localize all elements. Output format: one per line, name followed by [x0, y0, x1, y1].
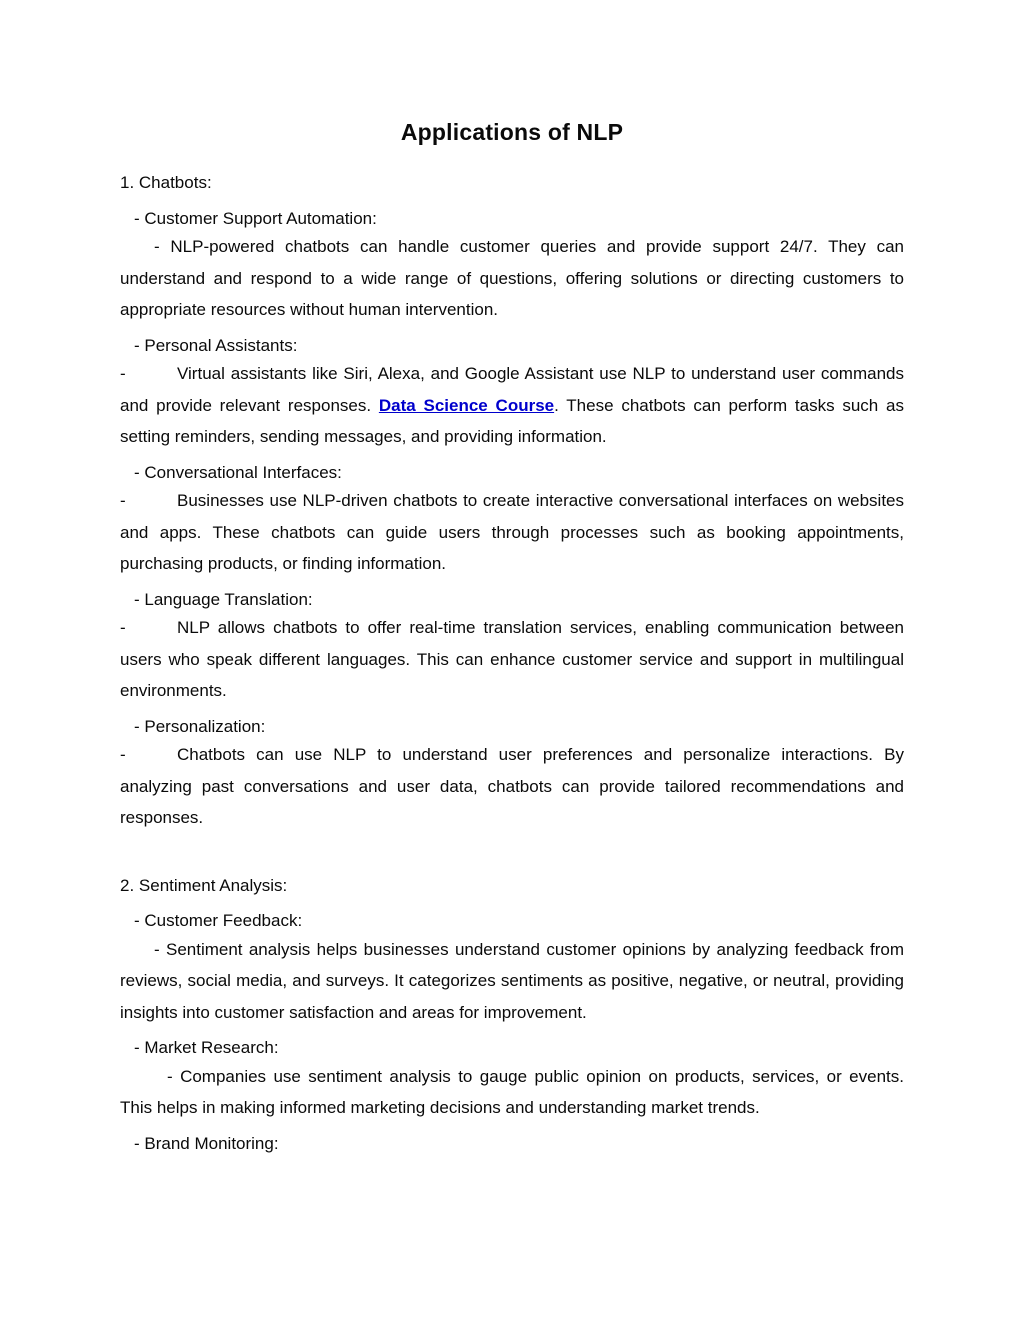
- paragraph-text: Businesses use NLP-driven chatbots to create interactive conversational interfaces on websites and apps. These chatbots can guide users through processes such as booking appointments, purchasing products, or finding information.: [120, 491, 904, 573]
- paragraph-text: . These chatbots can perform tasks such as setting reminders, sending messages, and providing information.: [120, 395, 904, 446]
- page-title: Applications of NLP: [400, 119, 624, 145]
- paragraph-language-translation: [120, 612, 904, 707]
- dash-marker: -: [120, 491, 126, 510]
- paragraph-text: Chatbots can use NLP to understand user preferences and personalize interactions. By analyzing past conversations and user data, chatbots can provide tailored recommendations and responses.: [120, 745, 904, 827]
- section-heading-chatbots: 1. Chatbots:: [120, 173, 212, 192]
- dash-marker: -: [120, 745, 126, 764]
- subheading-market-research: - Market Research:: [134, 1038, 279, 1057]
- paragraph-market-research: - Companies use sentiment analysis to gauge public opinion on products, services, or events. This helps in making informed marketing decisions and understanding market trends.: [120, 1066, 904, 1117]
- paragraph-text: NLP allows chatbots to offer real-time translation services, enabling communication between users who speak different languages. This can enhance customer service and support in multilingual environments.: [120, 618, 904, 700]
- subheading-personal-assistants: - Personal Assistants:: [134, 335, 298, 355]
- paragraph-personalization: [120, 739, 904, 834]
- subheading-language-translation: - Language Translation:: [134, 589, 313, 609]
- paragraph-text: Virtual assistants like Siri, Alexa, and Google Assistant use NLP to understand user commands and provide relevant responses.: [120, 364, 904, 415]
- dash-marker: -: [120, 618, 126, 637]
- subheading-brand-monitoring: - Brand Monitoring:: [134, 1133, 279, 1153]
- paragraph-personal-assistants: [120, 358, 904, 453]
- subheading-conversational-interfaces: - Conversational Interfaces:: [134, 462, 342, 482]
- subheading-personalization: - Personalization:: [134, 716, 266, 736]
- paragraph-customer-support: - NLP-powered chatbots can handle customer queries and provide support 24/7. They can understand and respond to a wide range of questions, offering solutions or directing customers to appropriate resources without human intervention.: [120, 237, 904, 319]
- subheading-customer-support-automation: - Customer Support Automation:: [134, 208, 377, 228]
- section-heading-sentiment-analysis: 2. Sentiment Analysis:: [120, 875, 288, 895]
- data-science-course-link[interactable]: Data Science Course: [378, 395, 555, 415]
- paragraph-customer-feedback: - Sentiment analysis helps businesses understand customer opinions by analyzing feedback from reviews, social media, and surveys. It categorizes sentiments as positive, negative, or neutral, providing insights into customer satisfaction and areas for improvement.: [120, 939, 904, 1022]
- subheading-customer-feedback: - Customer Feedback:: [134, 911, 303, 930]
- dash-marker: -: [120, 364, 126, 383]
- paragraph-conversational-interfaces: [120, 485, 904, 580]
